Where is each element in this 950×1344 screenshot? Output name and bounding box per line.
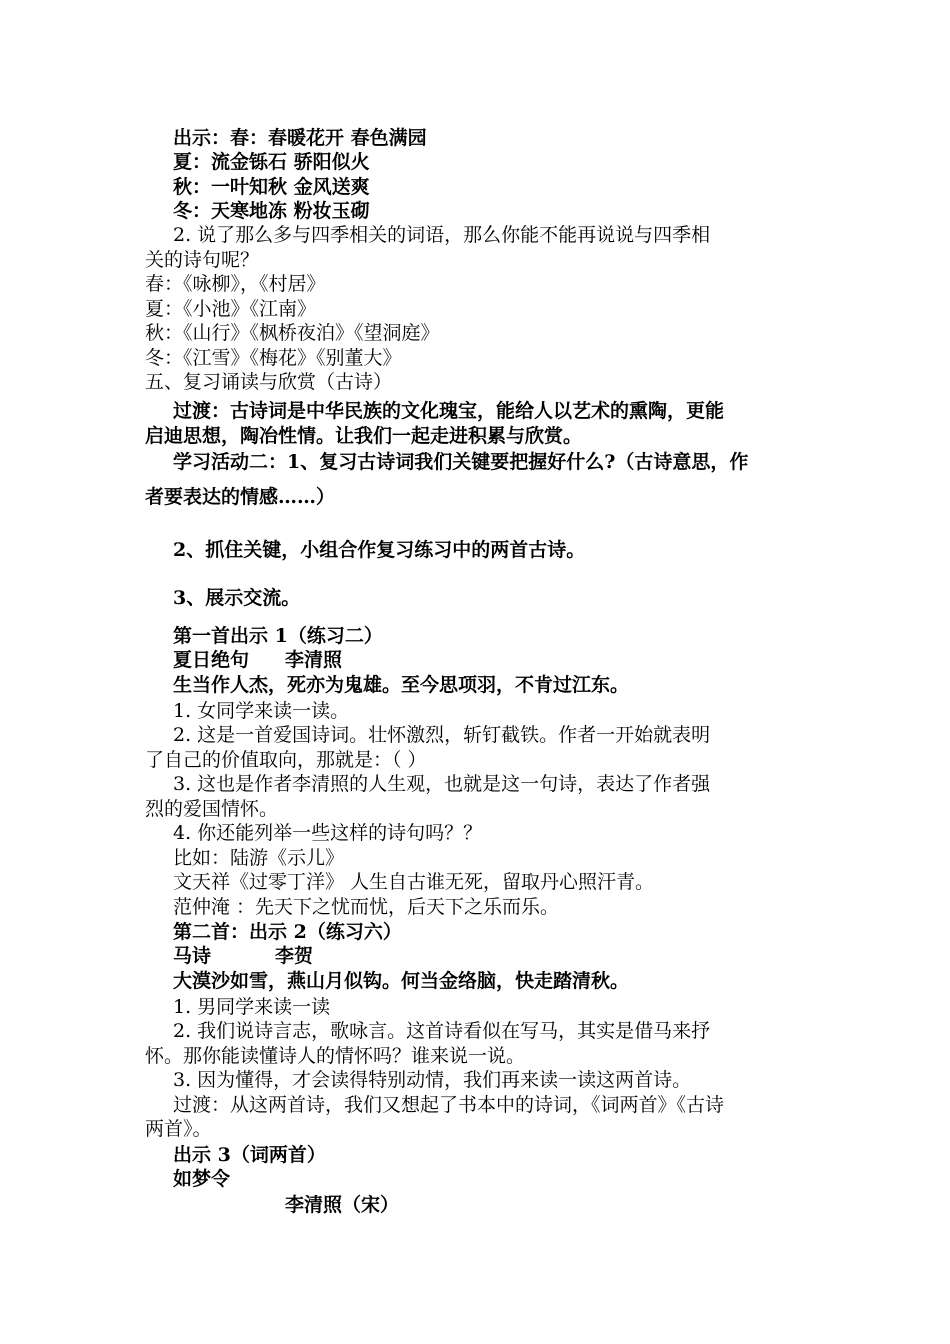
text-line: 2. 这是一首爱国诗词。壮怀激烈，斩钉截铁。作者一开始就表明 [173,724,711,746]
text-line: 夏：《小池》《江南》 [145,298,317,320]
text-line: 3. 因为懂得，才会读得特别动情，我们再来读一读这两首诗。 [173,1069,692,1091]
poem-title: 马诗 [173,945,212,967]
text-line: 2. 我们说诗言志，歌咏言。这首诗看似在写马，其实是借马来抒 [173,1020,711,1042]
text-line: 4. 你还能列举一些这样的诗句吗？？ [173,822,483,844]
text-line: 启迪思想，陶冶性情。让我们一起走进积累与欣赏。 [145,425,583,447]
text-line: 第二首：出示 2（练习六） [173,921,402,943]
text-line: 比如：陆游《示儿》 [173,847,345,869]
text-line: 出示 3（词两首） [173,1144,326,1166]
text-line: 文天祥《过零丁洋》 人生自古谁无死，留取丹心照汗青。 [173,871,655,893]
text-line: 冬：《江雪》《梅花》《别董大》 [145,347,402,369]
text-line: 3、展示交流。 [173,587,301,609]
text-line: 2. 说了那么多与四季相关的词语，那么你能不能再说说与四季相 [173,224,711,246]
text-line: 3. 这也是作者李清照的人生观，也就是这一句诗，表达了作者强 [173,773,711,795]
poem-title: 如梦令 [173,1168,231,1190]
poem-author: 李清照（宋） [285,1194,400,1216]
poem-author: 李贺 [275,945,314,967]
text-line: 学习活动二：1、复习古诗词我们关键要把握好什么?（古诗意思，作 [173,451,749,473]
text-line: 冬：天寒地冻 粉妆玉砌 [173,200,370,222]
text-line: 1. 男同学来读一读 [173,996,331,1018]
poem-title-line [173,648,813,672]
text-line: 第一首出示 1（练习二） [173,625,383,647]
text-line: 怀。那你能读懂诗人的情怀吗？谁来说一说。 [145,1045,526,1067]
text-line: 出示：春：春暖花开 春色满园 [173,127,427,149]
section-heading: 五、复习诵读与欣赏（古诗） [145,371,393,393]
text-line: 过渡：古诗词是中华民族的文化瑰宝，能给人以艺术的熏陶，更能 [173,400,725,422]
text-line: 了自己的价值取向，那就是：（ ） [145,749,427,771]
poem-text: 生当作人杰，死亦为鬼雄。至今思项羽，不肯过江东。 [173,674,630,696]
poem-author: 李清照 [285,649,343,671]
text-line: 2、抓住关键，小组合作复习练习中的两首古诗。 [173,539,586,561]
text-line: 关的诗句呢？ [145,249,260,271]
text-line: 1. 女同学来读一读。 [173,700,350,722]
poem-title-line [173,944,813,968]
text-line: 者要表达的情感……） [145,486,336,508]
text-line: 两首》。 [145,1118,212,1140]
poem-title: 夏日绝句 [173,649,250,671]
text-line: 烈的爱国情怀。 [145,798,279,820]
text-line: 夏：流金铄石 骄阳似火 [173,151,370,173]
text-line: 春：《咏柳》，《村居》 [145,273,326,295]
text-line: 范仲淹 ：先天下之忧而忧，后天下之乐而乐。 [173,896,560,918]
text-line: 秋：一叶知秋 金风送爽 [173,176,370,198]
text-line: 秋：《山行》《枫桥夜泊》《望洞庭》 [145,322,440,344]
text-line: 过渡：从这两首诗，我们又想起了书本中的诗词，《词两首》《古诗 [173,1094,725,1116]
poem-text: 大漠沙如雪，燕山月似钩。何当金络脑，快走踏清秋。 [173,970,630,992]
